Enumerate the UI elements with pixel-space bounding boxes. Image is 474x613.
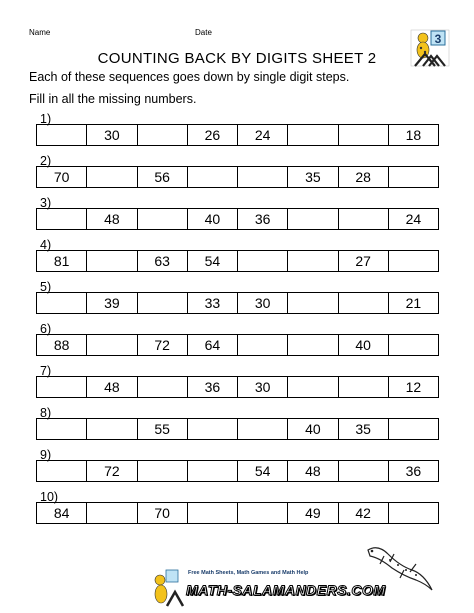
- answer-blank-cell[interactable]: [338, 125, 388, 145]
- sequence-number-cell: 54: [187, 251, 237, 271]
- sequence-row: [36, 166, 439, 188]
- answer-blank-cell[interactable]: [388, 251, 438, 271]
- question-label: 5): [40, 280, 52, 294]
- answer-blank-cell[interactable]: [137, 461, 187, 481]
- sequence-number-cell: 21: [388, 293, 438, 313]
- sequence-number-cell: 26: [187, 125, 237, 145]
- sequence-number-cell: 33: [187, 293, 237, 313]
- answer-blank-cell[interactable]: [137, 293, 187, 313]
- sequence-number-cell: 40: [287, 419, 337, 439]
- sequence-number-cell: 72: [137, 335, 187, 355]
- question-label: 2): [40, 154, 52, 168]
- answer-blank-cell[interactable]: [287, 293, 337, 313]
- answer-blank-cell[interactable]: [388, 419, 438, 439]
- answer-blank-cell[interactable]: [37, 419, 86, 439]
- sequence-row: [36, 124, 439, 146]
- sequence-number-cell: 70: [137, 503, 187, 523]
- answer-blank-cell[interactable]: [37, 461, 86, 481]
- grade-badge: 3: [434, 32, 442, 46]
- answer-blank-cell[interactable]: [338, 209, 388, 229]
- answer-blank-cell[interactable]: [287, 335, 337, 355]
- answer-blank-cell[interactable]: [137, 125, 187, 145]
- answer-blank-cell[interactable]: [237, 251, 287, 271]
- sequence-row: [36, 334, 439, 356]
- sequence-row: [36, 460, 439, 482]
- sequence-number-cell: 30: [237, 293, 287, 313]
- sequence-number-cell: 72: [86, 461, 136, 481]
- answer-blank-cell[interactable]: [287, 251, 337, 271]
- sequence-number-cell: 28: [338, 167, 388, 187]
- answer-blank-cell[interactable]: [37, 377, 86, 397]
- answer-blank-cell[interactable]: [86, 419, 136, 439]
- answer-blank-cell[interactable]: [388, 335, 438, 355]
- instruction-line-1: Each of these sequences goes down by single digit steps.: [29, 70, 350, 84]
- answer-blank-cell[interactable]: [388, 503, 438, 523]
- sequence-number-cell: 30: [86, 125, 136, 145]
- sequence-number-cell: 36: [388, 461, 438, 481]
- answer-blank-cell[interactable]: [287, 125, 337, 145]
- answer-blank-cell[interactable]: [388, 167, 438, 187]
- answer-blank-cell[interactable]: [187, 167, 237, 187]
- sequence-number-cell: 48: [287, 461, 337, 481]
- sequence-number-cell: 24: [237, 125, 287, 145]
- sequence-number-cell: 88: [53, 337, 70, 353]
- sequence-number-cell: 64: [187, 335, 237, 355]
- answer-blank-cell[interactable]: [338, 293, 388, 313]
- sequence-number-cell: 30: [237, 377, 287, 397]
- sequence-number-cell: 27: [338, 251, 388, 271]
- answer-blank-cell[interactable]: [37, 125, 86, 145]
- sequence-number-cell: 40: [338, 335, 388, 355]
- math-salamanders-logo: [152, 568, 386, 608]
- sequence-number-cell: 35: [287, 167, 337, 187]
- answer-blank-cell[interactable]: [237, 167, 287, 187]
- answer-blank-cell[interactable]: [237, 419, 287, 439]
- sequence-number-cell: 81: [53, 253, 70, 269]
- answer-blank-cell[interactable]: [338, 377, 388, 397]
- sequence-number-cell: 56: [137, 167, 187, 187]
- answer-blank-cell[interactable]: [137, 209, 187, 229]
- answer-blank-cell[interactable]: [86, 503, 136, 523]
- instruction-line-2: Fill in all the missing numbers.: [29, 92, 197, 106]
- sequence-row: [36, 502, 439, 524]
- answer-blank-cell[interactable]: [86, 335, 136, 355]
- sequence-number-cell: 54: [237, 461, 287, 481]
- question-label: 6): [40, 322, 52, 336]
- question-label: 8): [40, 406, 52, 420]
- sequence-number-cell: 84: [53, 505, 70, 521]
- question-label: 10): [40, 490, 59, 504]
- answer-blank-cell[interactable]: [237, 335, 287, 355]
- question-label: 7): [40, 364, 52, 378]
- footer-tagline: Free Math Sheets, Math Games and Math Help: [188, 570, 309, 576]
- sequence-row: [36, 376, 439, 398]
- sequence-number-cell: 48: [86, 377, 136, 397]
- sequence-number-cell: 18: [388, 125, 438, 145]
- answer-blank-cell[interactable]: [187, 419, 237, 439]
- answer-blank-cell[interactable]: [187, 503, 237, 523]
- answer-blank-cell[interactable]: [86, 251, 136, 271]
- sequence-number-cell: 42: [338, 503, 388, 523]
- sequence-number-cell: 39: [86, 293, 136, 313]
- sequence-number-cell: 35: [338, 419, 388, 439]
- answer-blank-cell[interactable]: [338, 461, 388, 481]
- sequence-number-cell: 36: [237, 209, 287, 229]
- sequence-number-cell: 12: [388, 377, 438, 397]
- sequence-number-cell: 49: [287, 503, 337, 523]
- sequence-number-cell: 48: [86, 209, 136, 229]
- answer-blank-cell[interactable]: [86, 167, 136, 187]
- answer-blank-cell[interactable]: [237, 503, 287, 523]
- sequence-number-cell: 40: [187, 209, 237, 229]
- question-label: 4): [40, 238, 52, 252]
- sequence-row: [36, 418, 439, 440]
- sequence-number-cell: 70: [53, 169, 70, 185]
- answer-blank-cell[interactable]: [287, 377, 337, 397]
- answer-blank-cell[interactable]: [187, 461, 237, 481]
- answer-blank-cell[interactable]: [37, 293, 86, 313]
- question-label: 1): [40, 112, 52, 126]
- sequence-number-cell: 24: [388, 209, 438, 229]
- sequence-row: [36, 250, 439, 272]
- question-label: 9): [40, 448, 52, 462]
- page-title: COUNTING BACK BY DIGITS SHEET 2: [97, 50, 377, 67]
- sequence-row: [36, 292, 439, 314]
- answer-blank-cell[interactable]: [37, 209, 86, 229]
- sequence-number-cell: 63: [137, 251, 187, 271]
- date-label: Date: [195, 28, 212, 37]
- sequence-row: [36, 208, 439, 230]
- answer-blank-cell[interactable]: [287, 209, 337, 229]
- question-label: 3): [40, 196, 52, 210]
- sequence-number-cell: 55: [137, 419, 187, 439]
- name-label: Name: [29, 28, 51, 37]
- footer-logo-text: MATH-SALAMANDERS.COM: [186, 582, 386, 598]
- answer-blank-cell[interactable]: [137, 377, 187, 397]
- sequence-number-cell: 36: [187, 377, 237, 397]
